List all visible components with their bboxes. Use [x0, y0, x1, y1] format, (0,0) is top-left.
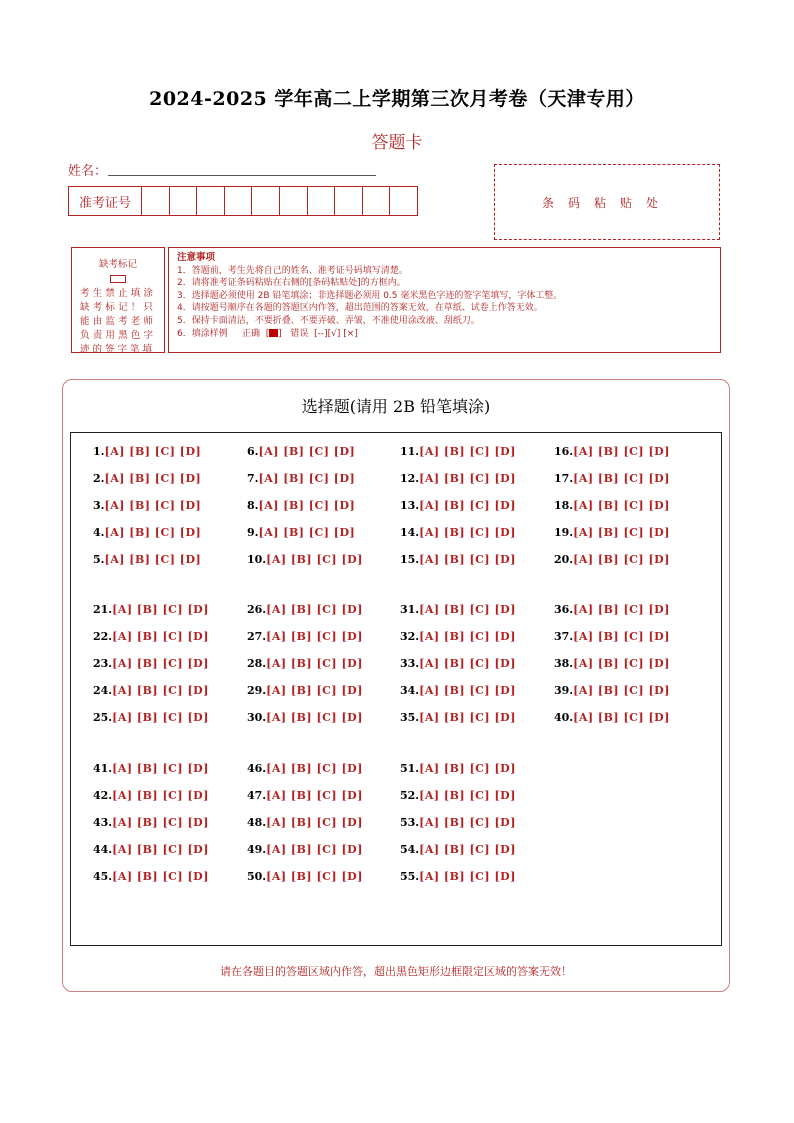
- exam-number-cell[interactable]: [335, 187, 363, 215]
- question-number: 12.: [400, 472, 420, 485]
- question-item: [247, 762, 363, 775]
- sample-prefix: 6．填涂样例: [177, 328, 228, 339]
- question-number: 2.: [93, 472, 105, 485]
- answer-bubbles[interactable]: [A] [B] [C] [D]: [112, 762, 209, 775]
- question-item: [400, 816, 516, 829]
- question-item: [554, 445, 670, 458]
- answer-bubbles[interactable]: [A] [B] [C] [D]: [573, 445, 670, 458]
- answer-bubbles[interactable]: [A] [B] [C] [D]: [266, 603, 363, 616]
- question-number: 31.: [400, 603, 420, 616]
- answer-bubbles[interactable]: [A] [B] [C] [D]: [266, 870, 363, 883]
- question-item: [93, 870, 209, 883]
- question-item: [247, 499, 355, 512]
- exam-number-cell[interactable]: [170, 187, 198, 215]
- answer-bubbles[interactable]: [A] [B] [C] [D]: [104, 472, 202, 485]
- question-item: [247, 630, 363, 643]
- question-item: [247, 657, 363, 670]
- question-number: 34.: [400, 684, 420, 697]
- question-item: [554, 657, 670, 670]
- exam-number-cell[interactable]: [142, 187, 170, 215]
- notes-sample: 6．填涂样例 正确 [ ] 错误 [--][√] [×]: [177, 328, 358, 339]
- question-number: 48.: [247, 816, 267, 829]
- question-item: [247, 843, 363, 856]
- question-number: 25.: [93, 711, 113, 724]
- question-number: 55.: [400, 870, 420, 883]
- question-number: 36.: [554, 603, 574, 616]
- answer-bubbles[interactable]: [A] [B] [C] [D]: [419, 711, 516, 724]
- question-item: [400, 657, 516, 670]
- answer-bubbles[interactable]: [A] [B] [C] [D]: [573, 472, 670, 485]
- answer-bubbles[interactable]: [A] [B] [C] [D]: [573, 711, 670, 724]
- answer-bubbles[interactable]: [A] [B] [C] [D]: [419, 553, 516, 566]
- answer-bubbles[interactable]: [A] [B] [C] [D]: [112, 684, 209, 697]
- question-item: [93, 630, 209, 643]
- question-item: [93, 499, 201, 512]
- answer-bubbles[interactable]: [A] [B] [C] [D]: [266, 816, 363, 829]
- answer-bubbles[interactable]: [A] [B] [C] [D]: [104, 526, 202, 539]
- question-item: [247, 711, 363, 724]
- question-item: [247, 684, 363, 697]
- question-item: [93, 711, 209, 724]
- question-number: 8.: [247, 499, 259, 512]
- answer-bubbles[interactable]: [A] [B] [C] [D]: [419, 816, 516, 829]
- question-item: [554, 499, 670, 512]
- question-number: 38.: [554, 657, 574, 670]
- question-number: 47.: [247, 789, 267, 802]
- question-item: [400, 553, 516, 566]
- question-number: 53.: [400, 816, 420, 829]
- answer-bubbles[interactable]: [A] [B] [C] [D]: [104, 499, 202, 512]
- question-number: 9.: [247, 526, 259, 539]
- answer-bubbles[interactable]: [A] [B] [C] [D]: [258, 445, 356, 458]
- question-item: [400, 843, 516, 856]
- exam-number-cell[interactable]: [252, 187, 280, 215]
- absent-mark-bubble[interactable]: [110, 275, 126, 283]
- exam-number-cell[interactable]: [197, 187, 225, 215]
- exam-number-cell[interactable]: [280, 187, 308, 215]
- question-number: 46.: [247, 762, 267, 775]
- exam-number-label: 准考证号: [69, 187, 142, 215]
- question-number: 18.: [554, 499, 574, 512]
- answer-bubbles[interactable]: [A] [B] [C] [D]: [419, 843, 516, 856]
- sample-wrong-marks: [--][√] [×]: [314, 328, 358, 339]
- answer-bubbles[interactable]: [A] [B] [C] [D]: [266, 762, 363, 775]
- answer-bubbles[interactable]: [A] [B] [C] [D]: [419, 684, 516, 697]
- question-number: 45.: [93, 870, 113, 883]
- answer-bubbles[interactable]: [A] [B] [C] [D]: [258, 472, 356, 485]
- question-item: [247, 472, 355, 485]
- question-item: [93, 445, 201, 458]
- question-item: [93, 553, 201, 566]
- question-number: 1.: [93, 445, 105, 458]
- answer-bubbles[interactable]: [A] [B] [C] [D]: [112, 630, 209, 643]
- exam-number-cell[interactable]: [363, 187, 391, 215]
- question-item: [247, 603, 363, 616]
- answer-bubbles[interactable]: [A] [B] [C] [D]: [112, 711, 209, 724]
- exam-number-cell[interactable]: [308, 187, 336, 215]
- question-number: 24.: [93, 684, 113, 697]
- answer-bubbles[interactable]: [A] [B] [C] [D]: [573, 603, 670, 616]
- answer-bubbles[interactable]: [A] [B] [C] [D]: [573, 684, 670, 697]
- question-number: 22.: [93, 630, 113, 643]
- answer-bubbles[interactable]: [A] [B] [C] [D]: [112, 816, 209, 829]
- question-number: 32.: [400, 630, 420, 643]
- question-number: 21.: [93, 603, 113, 616]
- question-number: 42.: [93, 789, 113, 802]
- question-number: 4.: [93, 526, 105, 539]
- question-number: 40.: [554, 711, 574, 724]
- question-item: [400, 472, 516, 485]
- question-item: [93, 472, 201, 485]
- question-item: [93, 843, 209, 856]
- answer-bubbles[interactable]: [A] [B] [C] [D]: [419, 472, 516, 485]
- notes-item: 5．保持卡面清洁，不要折叠、不要弄破、弄皱，不准使用涂改液、刮纸刀。: [177, 315, 480, 326]
- name-label: 姓名：: [68, 164, 108, 179]
- question-item: [93, 789, 209, 802]
- question-number: 27.: [247, 630, 267, 643]
- question-number: 3.: [93, 499, 105, 512]
- question-number: 50.: [247, 870, 267, 883]
- answer-bubbles[interactable]: [A] [B] [C] [D]: [419, 603, 516, 616]
- answer-grid: [70, 432, 722, 946]
- answer-bubbles[interactable]: [A] [B] [C] [D]: [573, 499, 670, 512]
- name-field[interactable]: [108, 175, 376, 176]
- answer-bubbles[interactable]: [A] [B] [C] [D]: [419, 870, 516, 883]
- notes-box: [168, 247, 721, 353]
- question-item: [400, 870, 516, 883]
- question-item: [400, 789, 516, 802]
- answer-bubbles[interactable]: [A] [B] [C] [D]: [112, 657, 209, 670]
- answer-bubbles[interactable]: [A] [B] [C] [D]: [573, 630, 670, 643]
- notes-item: 4．请按题号顺序在各题的答题区内作答，超出范围的答案无效，在草纸、试卷上作答无效。: [177, 303, 543, 314]
- question-number: 29.: [247, 684, 267, 697]
- question-number: 5.: [93, 553, 105, 566]
- question-item: [93, 684, 209, 697]
- question-item: [247, 526, 355, 539]
- question-number: 20.: [554, 553, 574, 566]
- question-item: [400, 684, 516, 697]
- barcode-label: 条码粘贴处: [541, 195, 672, 210]
- answer-bubbles[interactable]: [A] [B] [C] [D]: [419, 630, 516, 643]
- question-number: 16.: [554, 445, 574, 458]
- barcode-area: [494, 164, 720, 240]
- answer-bubbles[interactable]: [A] [B] [C] [D]: [112, 843, 209, 856]
- answer-bubbles[interactable]: [A] [B] [C] [D]: [266, 711, 363, 724]
- answer-bubbles[interactable]: [A] [B] [C] [D]: [573, 553, 670, 566]
- absent-mark-description: 考生禁止填涂缺考标记！只能由监考老师负责用黑色字迹的签字笔填: [80, 288, 156, 355]
- question-item: [554, 630, 670, 643]
- answer-bubbles[interactable]: [A] [B] [C] [D]: [112, 603, 209, 616]
- answer-bubbles[interactable]: [A] [B] [C] [D]: [419, 445, 516, 458]
- notes-item: 1．答题前，考生先将自己的姓名、准考证号码填写清楚。: [177, 265, 408, 276]
- question-item: [554, 603, 670, 616]
- answer-bubbles[interactable]: [A] [B] [C] [D]: [104, 445, 202, 458]
- answer-bubbles[interactable]: [A] [B] [C] [D]: [266, 843, 363, 856]
- question-number: 39.: [554, 684, 574, 697]
- question-number: 15.: [400, 553, 420, 566]
- answer-bubbles[interactable]: [A] [B] [C] [D]: [419, 526, 516, 539]
- answer-bubbles[interactable]: [A] [B] [C] [D]: [258, 526, 356, 539]
- question-item: [400, 603, 516, 616]
- answer-bubbles[interactable]: [A] [B] [C] [D]: [419, 499, 516, 512]
- question-number: 11.: [400, 445, 420, 458]
- question-number: 23.: [93, 657, 113, 670]
- question-item: [247, 816, 363, 829]
- notes-title: 注意事项: [177, 252, 216, 263]
- footer-note: 请在各题目的答题区域内作答，超出黑色矩形边框限定区域的答案无效！: [220, 965, 572, 978]
- question-item: [93, 762, 209, 775]
- question-number: 49.: [247, 843, 267, 856]
- question-item: [247, 445, 355, 458]
- answer-bubbles[interactable]: [A] [B] [C] [D]: [266, 684, 363, 697]
- question-number: 37.: [554, 630, 574, 643]
- question-item: [400, 762, 516, 775]
- question-item: [400, 630, 516, 643]
- question-item: [93, 657, 209, 670]
- question-item: [400, 499, 516, 512]
- notes-item: 2．请将准考证条码粘贴在右侧的[条码粘贴处]的方框内。: [177, 278, 406, 289]
- question-item: [400, 711, 516, 724]
- answer-bubbles[interactable]: [A] [B] [C] [D]: [112, 870, 209, 883]
- answer-bubbles[interactable]: [A] [B] [C] [D]: [112, 789, 209, 802]
- question-number: 28.: [247, 657, 267, 670]
- question-number: 7.: [247, 472, 259, 485]
- answer-bubbles[interactable]: [A] [B] [C] [D]: [573, 657, 670, 670]
- question-item: [554, 684, 670, 697]
- choice-section-title: 选择题(请用 2B 铅笔填涂): [301, 397, 491, 416]
- question-item: [400, 445, 516, 458]
- answer-bubbles[interactable]: [A] [B] [C] [D]: [266, 630, 363, 643]
- answer-bubbles[interactable]: [A] [B] [C] [D]: [104, 553, 202, 566]
- exam-number-box: [68, 186, 418, 216]
- question-number: 35.: [400, 711, 420, 724]
- question-item: [554, 553, 670, 566]
- question-number: 17.: [554, 472, 574, 485]
- question-number: 51.: [400, 762, 420, 775]
- answer-bubbles[interactable]: [A] [B] [C] [D]: [266, 553, 363, 566]
- question-number: 41.: [93, 762, 113, 775]
- answer-bubbles[interactable]: [A] [B] [C] [D]: [573, 526, 670, 539]
- exam-number-cell[interactable]: [390, 187, 417, 215]
- answer-bubbles[interactable]: [A] [B] [C] [D]: [266, 657, 363, 670]
- question-number: 26.: [247, 603, 267, 616]
- question-item: [93, 603, 209, 616]
- choice-section: [62, 379, 730, 992]
- question-number: 33.: [400, 657, 420, 670]
- question-number: 54.: [400, 843, 420, 856]
- question-item: [554, 711, 670, 724]
- question-number: 14.: [400, 526, 420, 539]
- question-item: [554, 472, 670, 485]
- absent-mark-box: [71, 247, 165, 353]
- question-number: 19.: [554, 526, 574, 539]
- answer-bubbles[interactable]: [A] [B] [C] [D]: [419, 789, 516, 802]
- sample-wrong-label: 错误: [290, 328, 309, 339]
- question-number: 30.: [247, 711, 267, 724]
- question-item: [93, 526, 201, 539]
- answer-bubbles[interactable]: [A] [B] [C] [D]: [258, 499, 356, 512]
- question-number: 44.: [93, 843, 113, 856]
- filled-mark-icon: [269, 329, 278, 337]
- question-item: [554, 526, 670, 539]
- exam-number-cell[interactable]: [225, 187, 253, 215]
- absent-mark-title: 缺考标记: [98, 259, 137, 270]
- question-item: [247, 789, 363, 802]
- question-item: [93, 816, 209, 829]
- question-number: 52.: [400, 789, 420, 802]
- question-number: 6.: [247, 445, 259, 458]
- page-title: 2024-2025 学年高二上学期第三次月考卷（天津专用）: [149, 88, 645, 110]
- notes-item: 3．选择题必须使用 2B 铅笔填涂；非选择题必须用 0.5 毫米黑色字迹的签字笔填写，字体工整。: [177, 290, 563, 301]
- sample-correct-label: 正确: [242, 328, 261, 339]
- question-number: 10.: [247, 553, 267, 566]
- question-number: 13.: [400, 499, 420, 512]
- answer-sheet-subtitle: 答题卡: [371, 133, 423, 153]
- answer-bubbles[interactable]: [A] [B] [C] [D]: [266, 789, 363, 802]
- question-item: [247, 553, 363, 566]
- question-item: [400, 526, 516, 539]
- answer-bubbles[interactable]: [A] [B] [C] [D]: [419, 762, 516, 775]
- question-number: 43.: [93, 816, 113, 829]
- question-item: [247, 870, 363, 883]
- answer-bubbles[interactable]: [A] [B] [C] [D]: [419, 657, 516, 670]
